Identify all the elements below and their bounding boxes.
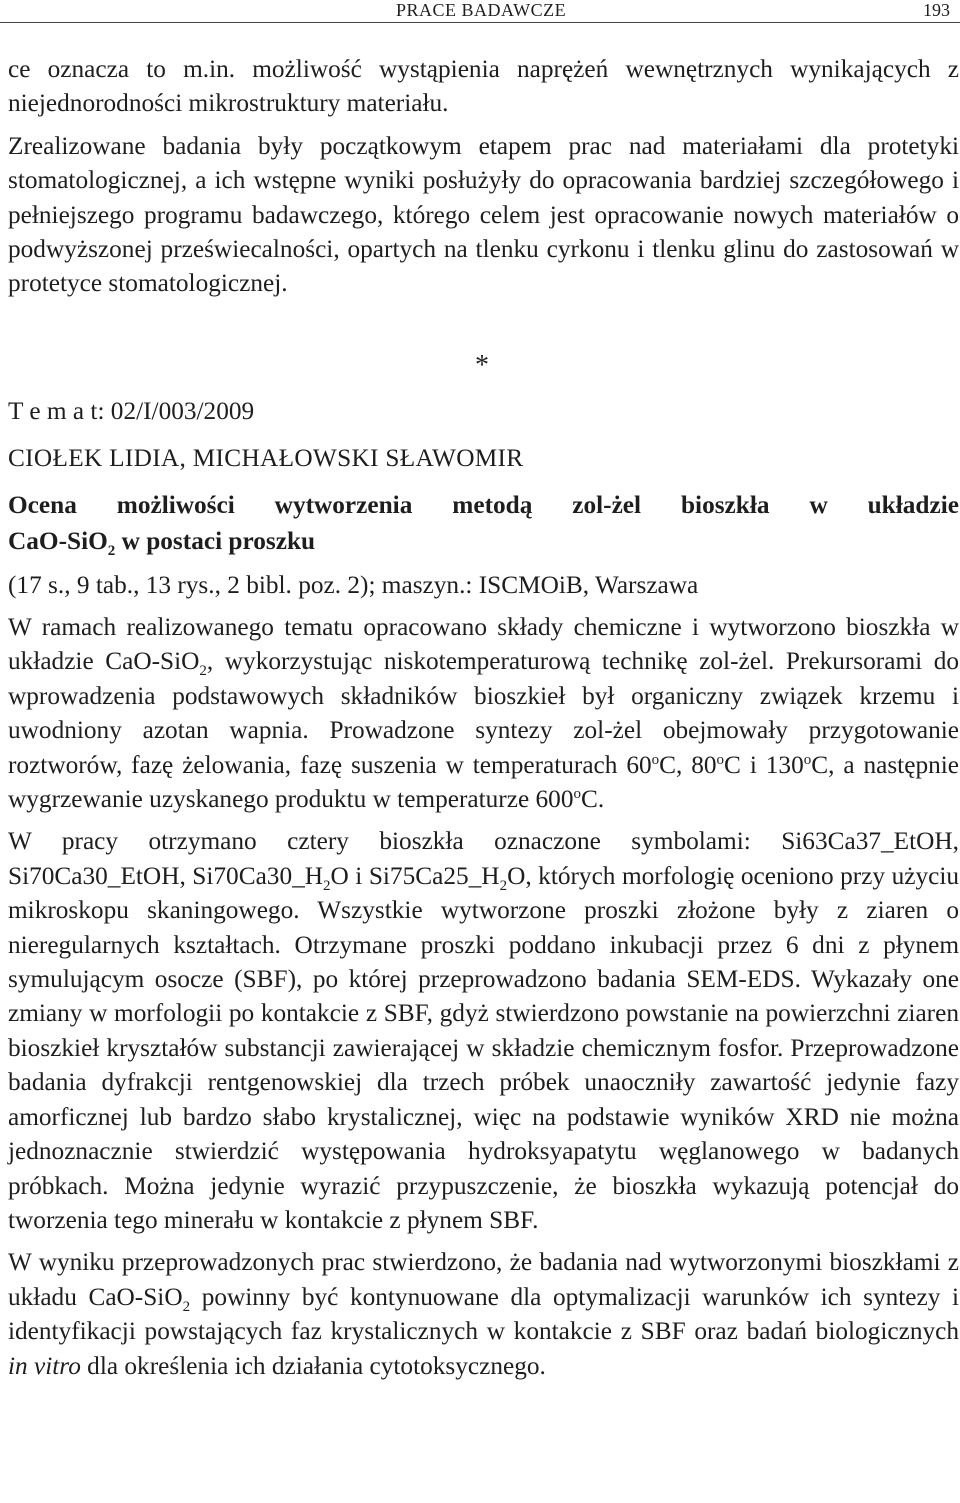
text-run: O, których morfologię oceniono przy użyciu mikroskopu skaningowego. Wszystkie wytworzone proszki złożone były z ziaren o nieregularnych kształtach. Otrzymane proszki poddano inkubacji przez 6 dni z płynem symulującym osocze (SBF), po której przeprowadzono badania SEM-EDS. Wykazały one zmiany w morfologii po kontakcie z SBF, gdyż stwierdzono powstanie na powierzchni ziaren bioszkieł kryształów substancji zawierającej w składzie chemicznym fosfor. Przeprowadzone badania dyfrakcji rentgenowskiej dla trzech próbek unaoczniły zawartość jedynie fazy amorficznej lub bardzo słabo krystalicznej, więc na podstawie wyników XRD nie można jednoznacznie stwierdzić występowania hydroksyapatytu węglanowego w badanych próbkach. Można jedynie wyrazić przypuszczenie, że bioszkła wykazują potencjał do tworzenia tego minerału w kontakcie z płynem SBF. bbox=[8, 861, 960, 1234]
text-run: C, a następnie wygrzewanie uzyskanego produktu w temperaturze 600 bbox=[8, 750, 959, 814]
abstract-body bbox=[8, 610, 959, 1383]
topic-line: T e m a t: 02/I/003/2009 bbox=[8, 397, 255, 425]
text-run: W ramach realizowanego tematu opracowano składy chemiczne i wytworzono bioszkła w układzie CaO-SiO bbox=[8, 613, 959, 676]
title-word: Ocena bbox=[8, 491, 77, 519]
section-separator: * bbox=[475, 350, 489, 381]
text-run: C i 130 bbox=[724, 750, 804, 779]
intro-paragraph-2: Zrealizowane badania były początkowym etapem prac nad materiałami dla protetyki stomatologicznej, a ich wstępne wyniki posłużyły do opracowania bardziej szczegółowego i pełniejszego programu badawczego, którego celem jest opracowanie nowych materiałów o podwyższonej przeświecalności, opartych na tlenku cyrkonu i tlenku glinu do zastosowań w protetyce stomatologicznej. bbox=[8, 131, 959, 298]
superscript: o bbox=[573, 786, 581, 803]
running-title: PRACE BADAWCZE bbox=[396, 0, 567, 20]
title-word: bioszkła bbox=[680, 491, 770, 519]
text-run: dla określenia ich działania cytotoksycznego. bbox=[80, 1351, 546, 1380]
title-word: układzie bbox=[867, 491, 959, 519]
intro-section bbox=[8, 52, 959, 301]
title-rest: w postaci proszku bbox=[115, 527, 316, 555]
superscript: o bbox=[716, 751, 725, 768]
title-word: w bbox=[809, 491, 828, 519]
subscript: 2 bbox=[182, 1298, 191, 1315]
title-word: zol-żel bbox=[572, 491, 642, 519]
entry-title-line-1 bbox=[8, 487, 959, 523]
title-word: wytworzenia bbox=[274, 491, 413, 519]
superscript: o bbox=[651, 751, 660, 768]
page-number: 193 bbox=[923, 0, 950, 20]
subscript: 2 bbox=[323, 877, 331, 894]
superscript: o bbox=[803, 751, 812, 768]
subscript: 2 bbox=[499, 877, 508, 894]
authors-line: CIOŁEK LIDIA, MICHAŁOWSKI SŁAWOMIR bbox=[8, 444, 524, 472]
text-run: O i Si75Ca25_H bbox=[330, 861, 500, 890]
entry-title-line-2 bbox=[8, 523, 959, 559]
text-run: C, 80 bbox=[659, 750, 717, 779]
italic-term: in vitro bbox=[8, 1351, 81, 1380]
title-word: możliwości bbox=[116, 491, 235, 519]
bibliographic-details: (17 s., 9 tab., 13 rys., 2 bibl. poz. 2); maszyn.: ISCMOiB, Warszawa bbox=[8, 571, 699, 599]
text-run: W wyniku przeprowadzonych prac stwierdzono, że badania nad wytworzonymi bioszkłami z układu CaO-SiO bbox=[8, 1248, 959, 1311]
running-header bbox=[0, 0, 960, 23]
text-run: W pracy otrzymano cztery bioszkła oznaczone symbolami: Si63Ca37_EtOH, Si70Ca30_EtOH, Si70Ca30_H bbox=[8, 827, 959, 890]
text-run: , wykorzystując niskotemperaturową technikę zol-żel. Prekursorami do wprowadzenia podstawowych składników bioszkieł był organiczny związek krzemu i uwodniony azotan wapnia. Prowadzone syntezy zol-żel obejmowały przygotowanie roztworów, fazę żelowania, fazę suszenia w temperaturach 60 bbox=[8, 647, 959, 779]
entry-title bbox=[8, 487, 959, 559]
intro-paragraph-1: ce oznacza to m.in. możliwość wystąpienia naprężeń wewnętrznych wynikających z niejednorodności mikrostruktury materiału. bbox=[8, 55, 959, 118]
abstract-paragraph-2 bbox=[8, 824, 959, 1237]
text-run: C. bbox=[580, 785, 605, 814]
text-run: powinny być kontynuowane dla optymalizacji warunków ich syntezy i identyfikacji powstających faz krystalicznych w kontakcie z SBF oraz badań biologicznych bbox=[8, 1282, 959, 1346]
title-formula: CaO-SiO bbox=[8, 527, 108, 555]
abstract-paragraph-3 bbox=[8, 1245, 959, 1383]
subscript: 2 bbox=[199, 663, 207, 680]
title-word: metodą bbox=[452, 491, 533, 519]
title-subscript: 2 bbox=[107, 543, 116, 559]
abstract-paragraph-1 bbox=[8, 610, 959, 816]
